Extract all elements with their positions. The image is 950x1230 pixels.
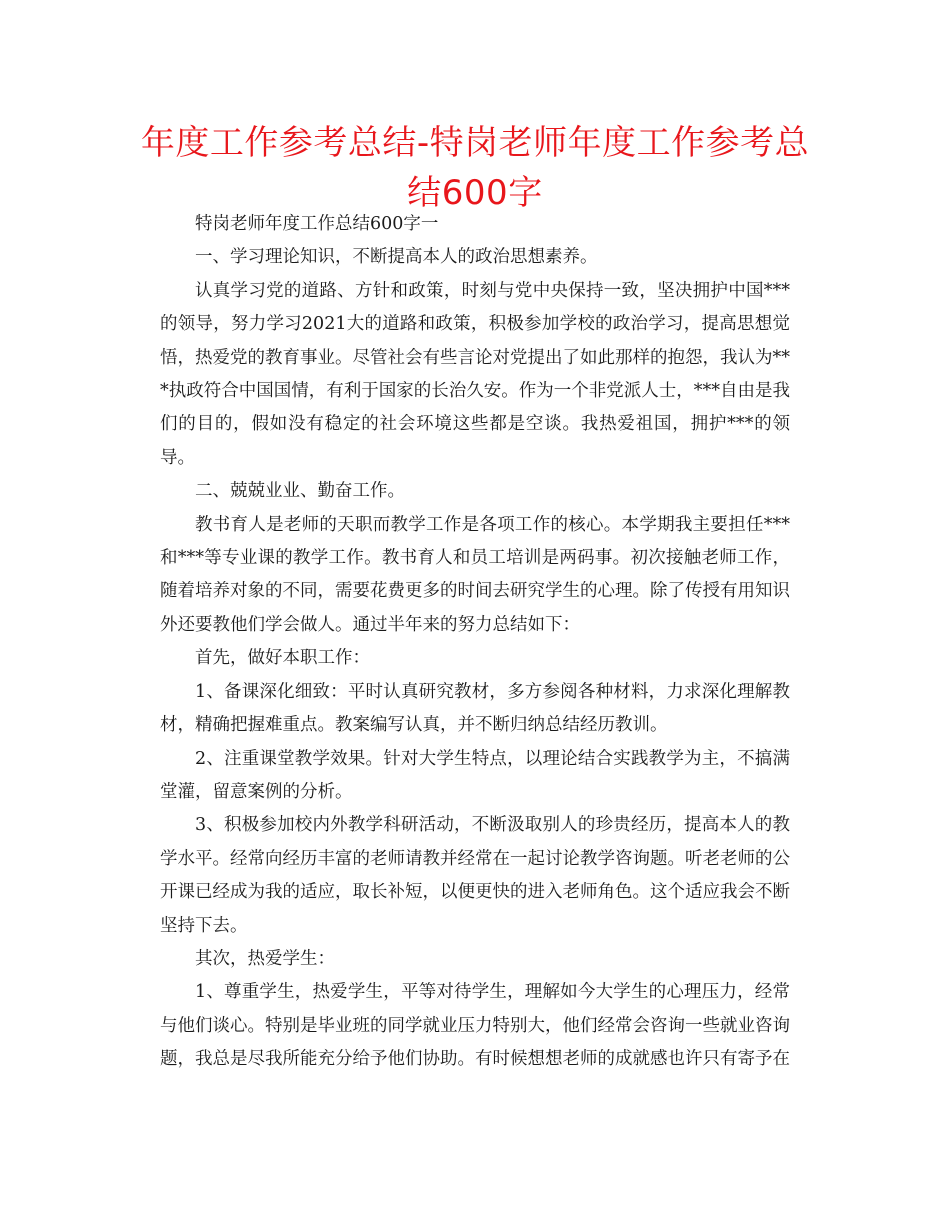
list-item: 1、尊重学生，热爱学生，平等对待学生，理解如今大学生的心理压力，经常与他们谈心。特别是毕业班的同学就业压力特别大，他们经常会咨询一些就业咨询题，我总是尽我所能充分给予他们协助。有时候想想老师的成就感也许只有寄予在 [160, 982, 790, 1070]
list-item: 1、备课深化细致：平时认真研究教材，多方参阅各种材料，力求深化理解教材，精确把握难重点。教案编写认真，并不断归纳总结经历教训。 [160, 681, 790, 736]
sub-heading-second: 其次，热爱学生： [195, 948, 335, 969]
body-paragraph: 教书育人是老师的天职而教学工作是各项工作的核心。本学期我主要担任***和***等专业课的教学工作。教书育人和员工培训是两码事。初次接触老师工作，随着培养对象的不同，需要花费更多的时间去研究学生的心理。除了传授有用知识外还要教他们学会做人。通过半年来的努力总结如下： [160, 514, 790, 635]
list-item: 3、积极参加校内外教学科研活动，不断汲取别人的珍贵经历，提高本人的教学水平。经常向经历丰富的老师请教并经常在一起讨论教学咨询题。听老老师的公开课已经成为我的适应，取长补短，以便更快的进入老师角色。这个适应我会不断坚持下去。 [160, 815, 790, 936]
body-paragraph: 认真学习党的道路、方针和政策，时刻与党中央保持一致，坚决拥护中国***的领导，努力学习2021大的道路和政策，积极参加学校的政治学习，提高思想觉悟，热爱党的教育事业。尽管社会有些言论对党提出了如此那样的抱怨，我认为***执政符合中国国情，有利于国家的长治久安。作为一个非党派人士，***自由是我们的目的，假如没有稳定的社会环境这些都是空谈。我热爱祖国，拥护***的领导。 [160, 280, 790, 468]
list-item: 2、注重课堂教学效果。针对大学生特点，以理论结合实践教学为主，不搞满堂灌，留意案例的分析。 [160, 748, 790, 802]
sub-heading-first: 首先，做好本职工作： [195, 648, 370, 669]
section-heading-2: 二、兢兢业业、勤奋工作。 [195, 481, 405, 502]
section-heading-1: 一、学习理论知识，不断提高本人的政治思想素养。 [195, 247, 598, 268]
document-title: 年度工作参考总结-特岗老师年度工作参考总结600字 [140, 123, 810, 213]
document-body [160, 208, 790, 1077]
subtitle-paragraph: 特岗老师年度工作总结600字一 [195, 214, 439, 234]
